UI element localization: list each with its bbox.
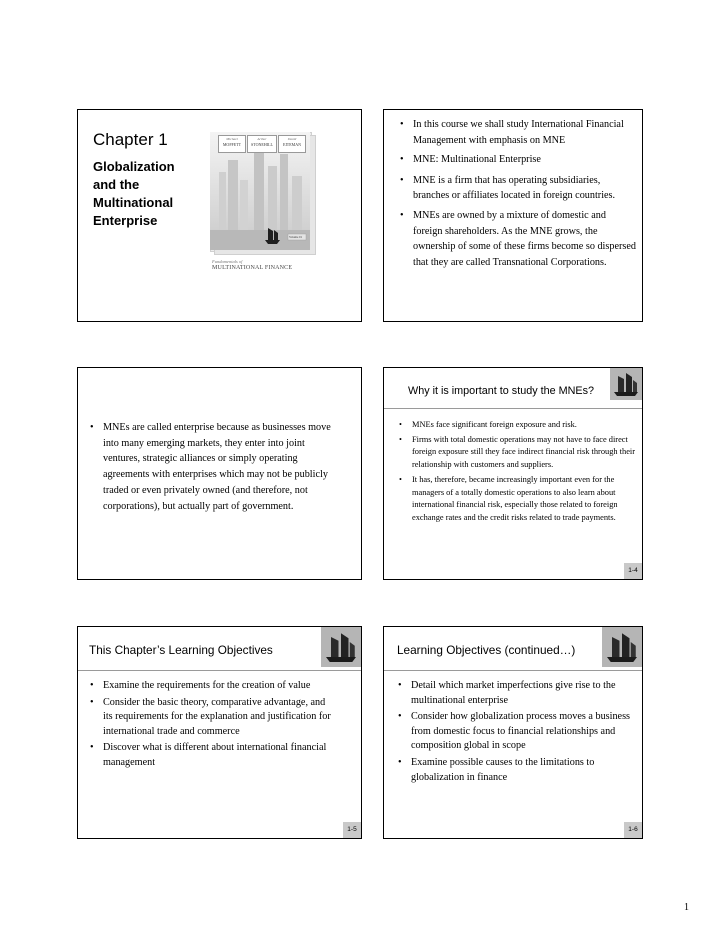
book-title: MULTINATIONAL FINANCE (212, 265, 293, 271)
author-last: EITEMAN (283, 142, 301, 147)
slide-6 (383, 626, 643, 839)
subtitle-line: Multinational (93, 195, 174, 210)
junk-ship-logo (321, 627, 361, 667)
bullet-item: • It has, therefore, became increasingly important even for the managers of a totally domestic operations to also learn about international financial risk, especially those related to foreign exchange rates and the credit risks related to trade payments. (396, 474, 636, 525)
author-first: Michael (226, 137, 238, 141)
author-box-3 (278, 135, 306, 153)
slide-3-bullets (87, 420, 337, 514)
bullet-item: • Consider the basic theory, comparative advantage, and its requirements for the explanation and justification for international trade and commerce (87, 696, 337, 740)
bullet-item: • Consider how globalization process moves a business from domestic focus to financial relationships and composition global in scope (395, 710, 635, 754)
bullet-item: • In this course we shall study International Financial Management with emphasis on MNE (397, 117, 637, 148)
bullet-item: • MNE is a firm that has operating subsidiaries, branches or affiliates located in foreign countries. (397, 173, 637, 204)
bullet-item: • Detail which market imperfections give rise to the multinational enterprise (395, 679, 635, 708)
slide-title: This Chapter’s Learning Objectives (89, 643, 273, 657)
slide-title: Why it is important to study the MNEs? (408, 385, 595, 397)
author-last: STONEHILL (251, 142, 273, 147)
bullet-item: • MNEs are owned by a mixture of domestic and foreign shareholders. As the MNE grows, the ownership of some of these firms become so dispersed that they are called Transnational Corporations. (397, 208, 637, 270)
title-divider (384, 670, 642, 671)
slide-number: 1-4 (624, 563, 642, 579)
slide-5-bullets (87, 679, 337, 771)
bullet-item: • MNEs face significant foreign exposure and risk. (396, 419, 636, 432)
bullet-item: • MNEs are called enterprise because as businesses move into many emerging markets, they enter into joint ventures, strategic alliances or simply operating agreements with enterprises which may not be publicly traded or even privately owned (and therefore, not corporations), but actually part of government. (87, 420, 337, 514)
subtitle-line: Globalization (93, 159, 175, 174)
author-box-2 (247, 135, 277, 153)
chapter-subtitle (93, 158, 175, 230)
bullet-item: • Firms with total domestic operations may not have to face direct foreign exposure still they face indirect financial risk through their relationship with customers and suppliers. (396, 434, 636, 472)
junk-ship-icon (602, 627, 642, 667)
book-volume-label: Volume 01 (289, 235, 303, 239)
slide-4-bullets (396, 419, 636, 525)
junk-ship-icon (610, 368, 642, 400)
junk-ship-logo (610, 368, 642, 400)
author-first: David (287, 137, 297, 141)
slide-title: Learning Objectives (continued…) (397, 643, 576, 657)
bullet-item: • MNE: Multinational Enterprise (397, 152, 637, 168)
author-first: Arthur (257, 137, 267, 141)
book-cover (210, 132, 320, 282)
chapter-title: Chapter 1 (93, 130, 168, 149)
slide-4 (383, 367, 643, 580)
junk-ship-icon (321, 627, 361, 667)
slide-number: 1-6 (624, 822, 642, 838)
title-divider (384, 408, 642, 409)
slide-number: 1-5 (343, 822, 361, 838)
author-last: MOFFETT (222, 142, 242, 147)
bullet-item: • Examine the requirements for the creation of value (87, 679, 337, 694)
slide-2-bullets (397, 117, 637, 270)
slide-3 (77, 367, 362, 580)
title-divider (78, 670, 361, 671)
book-edition: Fundamentals of (212, 259, 243, 264)
junk-ship-logo (602, 627, 642, 667)
slide-1 (77, 109, 362, 322)
bullet-item: • Examine possible causes to the limitations to globalization in finance (395, 756, 635, 785)
slide-6-bullets (395, 679, 635, 785)
bullet-item: • Discover what is different about international financial management (87, 741, 337, 770)
slide-2 (383, 109, 643, 322)
author-box-1 (218, 135, 246, 153)
slide-5 (77, 626, 362, 839)
subtitle-line: and the (93, 177, 140, 192)
subtitle-line: Enterprise (93, 213, 158, 228)
page-number: 1 (684, 902, 689, 913)
